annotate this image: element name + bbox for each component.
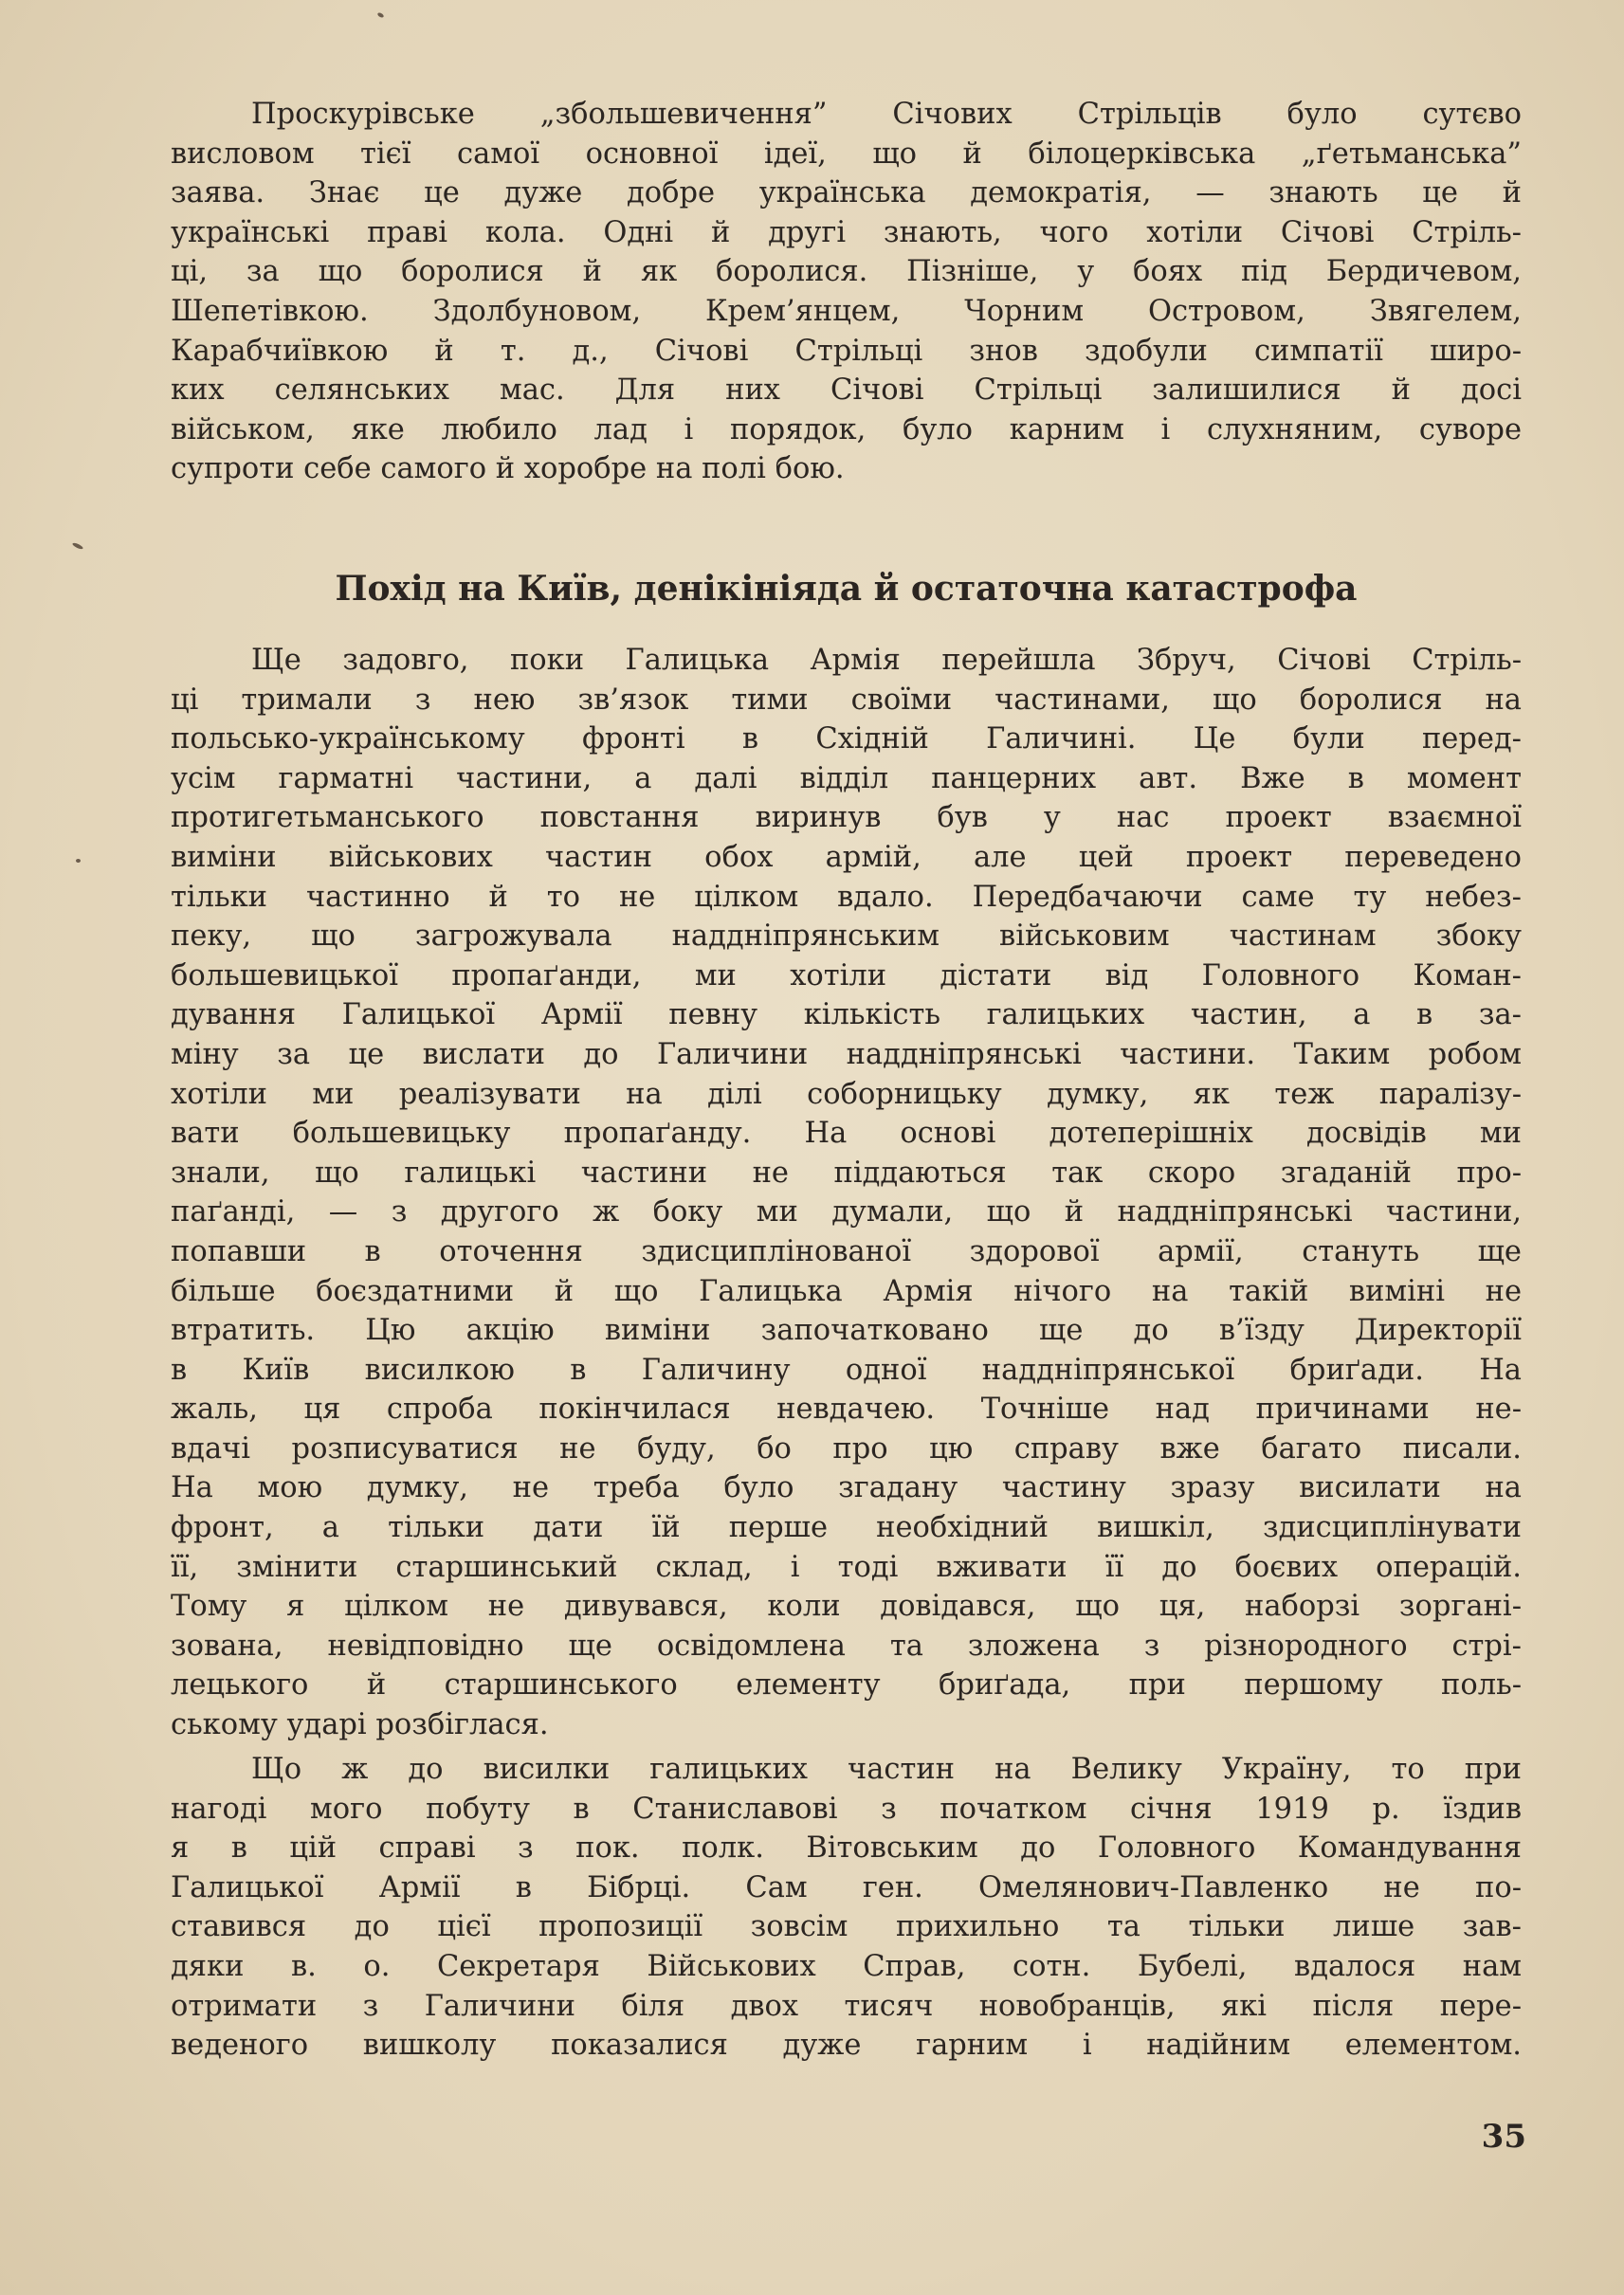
text-line: вдачі розписуватися не буду, бо про цю справу вже багато писали. (171, 1431, 1522, 1466)
text-line: супроти себе самого й хоробре на полі бою. (171, 452, 845, 486)
text-line: її, змінити старшинський склад, і тоді вживати її до боєвих операцій. (171, 1550, 1522, 1584)
paper-speck (72, 542, 84, 551)
text-line: жаль, ця спроба покінчилася невдачею. Точніше над причинами не- (171, 1393, 1522, 1427)
text-line: лецького й старшинського елементу бриґада, при першому поль- (171, 1668, 1522, 1703)
text-line: виміни військових частин обох армій, але цей проект переведено (171, 840, 1522, 874)
text-line: пеку, що загрожувала наддніпрянським військовим частинам збоку (171, 920, 1522, 954)
paper-speck (76, 859, 81, 863)
text-line: Шепетівкою. Здолбуновом, Крем’янцем, Чорним Островом, Звягелем, (171, 294, 1522, 328)
text-line: ких селянських мас. Для них Січові Стрільці залишилися й досі (171, 373, 1522, 408)
text-line: попавши в оточення здисциплінованої здорової армії, стануть ще (171, 1234, 1522, 1268)
text-line: большевицької пропаґанди, ми хотіли дістати від Головного Коман- (171, 958, 1522, 993)
text-line: заява. Знає це дуже добре українська демократія, — знають це й (171, 176, 1522, 210)
text-line: Галицької Армії в Бібрці. Сам ген. Омелянович-Павленко не по- (171, 1870, 1522, 1904)
text-line: українські праві кола. Одні й другі знають, чого хотіли Січові Стріль- (171, 215, 1522, 249)
text-line: Що ж до висилки галицьких частин на Велику Україну, то при (251, 1753, 1522, 1786)
text-line: більше боєздатними й що Галицька Армія нічого на такій виміні не (171, 1274, 1522, 1308)
paper-speck (376, 12, 384, 19)
text-line: ці тримали з нею зв’язок тими своїми частинами, що боролися на (171, 683, 1522, 717)
text-line: На мою думку, не треба було згадану частину зразу висилати на (171, 1471, 1522, 1505)
paragraph-2 (171, 641, 1522, 1745)
paragraph-3 (171, 1750, 1522, 2066)
text-line: фронт, а тільки дати їй перше необхідний вишкіл, здисциплінувати (171, 1511, 1522, 1545)
text-line: отримати з Галичини біля двох тисяч новобранців, які після пере- (171, 1989, 1522, 2023)
text-line: дування Галицької Армії певну кількість галицьких частин, а в за- (171, 998, 1522, 1032)
text-line: міну за це вислати до Галичини наддніпрянські частини. Таким робом (171, 1037, 1522, 1071)
text-line: зована, невідповідно ще освідомлена та зложена з різнородного стрі- (171, 1629, 1522, 1663)
text-line: веденого вишколу показалися дуже гарним і надійним елементом. (171, 2029, 1522, 2063)
text-line: висловом тієї самої основної ідеї, що й білоцерківська „ґетьманська” (171, 137, 1522, 171)
text-line: польсько-українському фронті в Східній Галичині. Це були перед- (171, 722, 1522, 756)
page-number: 35 (1481, 2118, 1526, 2156)
section-heading: Похід на Київ, денікініяда й остаточна катастрофа (335, 569, 1358, 609)
text-line: дяки в. о. Секретаря Військових Справ, сотн. Бубелі, вдалося нам (171, 1949, 1522, 1983)
text-line: ському ударі розбіглася. (171, 1708, 549, 1742)
text-line: ці, за що боролися й як боролися. Пізніше, у боях під Бердичевом, (171, 255, 1522, 289)
text-line: військом, яке любило лад і порядок, було карним і слухняним, суворе (171, 412, 1522, 446)
text-line: вати большевицьку пропаґанду. На основі дотеперішніх досвідів ми (171, 1117, 1522, 1151)
text-line: Ще задовго, поки Галицька Армія перейшла Збруч, Січові Стріль- (251, 644, 1522, 677)
text-line: ставився до цієї пропозиції зовсім прихильно та тільки лише зав- (171, 1910, 1522, 1944)
text-line: знали, що галицькі частини не піддаються так скоро згаданій про- (171, 1156, 1522, 1190)
text-line: Карабчиївкою й т. д., Січові Стрільці знов здобули симпатії широ- (171, 334, 1522, 368)
text-line: в Київ висилкою в Галичину одної наддніпрянської бриґади. На (171, 1353, 1522, 1387)
text-line: втратить. Цю акцію виміни започатковано ще до в’їзду Директорії (171, 1314, 1522, 1348)
text-line: Тому я цілком не дивувався, коли довідався, що ця, наборзі зорганi- (171, 1590, 1522, 1624)
text-line: нагоді мого побуту в Станиславові з початком січня 1919 р. їздив (171, 1792, 1522, 1826)
text-line: я в цій справі з пок. полк. Вітовським до Головного Командування (171, 1831, 1522, 1866)
text-line: тільки частинно й то не цілком вдало. Передбачаючи саме ту небез- (171, 880, 1522, 914)
text-line: хотіли ми реалізувати на ділі соборницьку думку, як теж паралізу- (171, 1077, 1522, 1111)
text-line: усім гарматні частини, а далі відділ панцерних авт. Вже в момент (171, 761, 1522, 795)
paragraph-1 (171, 95, 1522, 489)
text-line: паґанді, — з другого ж боку ми думали, що й наддніпрянські частини, (171, 1195, 1522, 1229)
text-line: протигетьманського повстання виринув був у нас проект взаємної (171, 801, 1522, 835)
text-line: Проскурівське „збольшевичення” Січових Стрільців було сутєво (251, 98, 1522, 131)
